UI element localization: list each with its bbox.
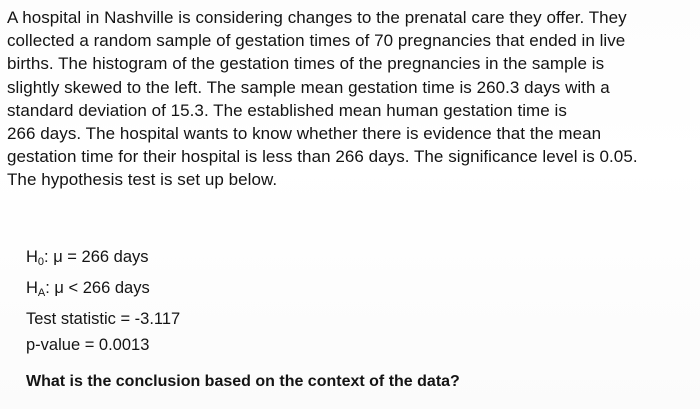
problem-line: 266 days. The hospital wants to know whether there is evidence that the mean: [7, 124, 602, 144]
problem-line: collected a random sample of gestation times of 70 pregnancies that ended in live: [7, 31, 626, 51]
problem-line: standard deviation of 15.3. The established mean human gestation time is: [7, 100, 567, 120]
hypothesis-test: [26, 244, 180, 358]
problem-line: births. The histogram of the gestation times of the pregnancies in the sample is: [7, 54, 605, 74]
null-hypothesis-text: : μ = 266 days: [44, 248, 149, 266]
alternative-hypothesis-text: : μ < 266 days: [45, 279, 150, 297]
p-value: p-value = 0.0013: [26, 336, 150, 354]
alternative-hypothesis-subscript: A: [37, 287, 46, 299]
problem-statement: [7, 6, 682, 192]
null-hypothesis-letter: H: [26, 248, 38, 266]
problem-line: slightly skewed to the left. The sample mean gestation time is 260.3 days with a: [7, 77, 610, 97]
question-prompt: What is the conclusion based on the context of the data?: [26, 373, 460, 390]
problem-line: gestation time for their hospital is less than 266 days. The significance level is 0.05.: [7, 147, 638, 167]
null-hypothesis-subscript: 0: [37, 256, 45, 268]
problem-line: The hypothesis test is set up below.: [7, 170, 278, 190]
test-statistic: Test statistic = -3.117: [26, 310, 181, 328]
alternative-hypothesis: [26, 275, 180, 306]
problem-line: A hospital in Nashville is considering changes to the prenatal care they offer. They: [7, 8, 627, 27]
null-hypothesis: [26, 244, 180, 275]
alternative-hypothesis-letter: H: [26, 279, 38, 297]
